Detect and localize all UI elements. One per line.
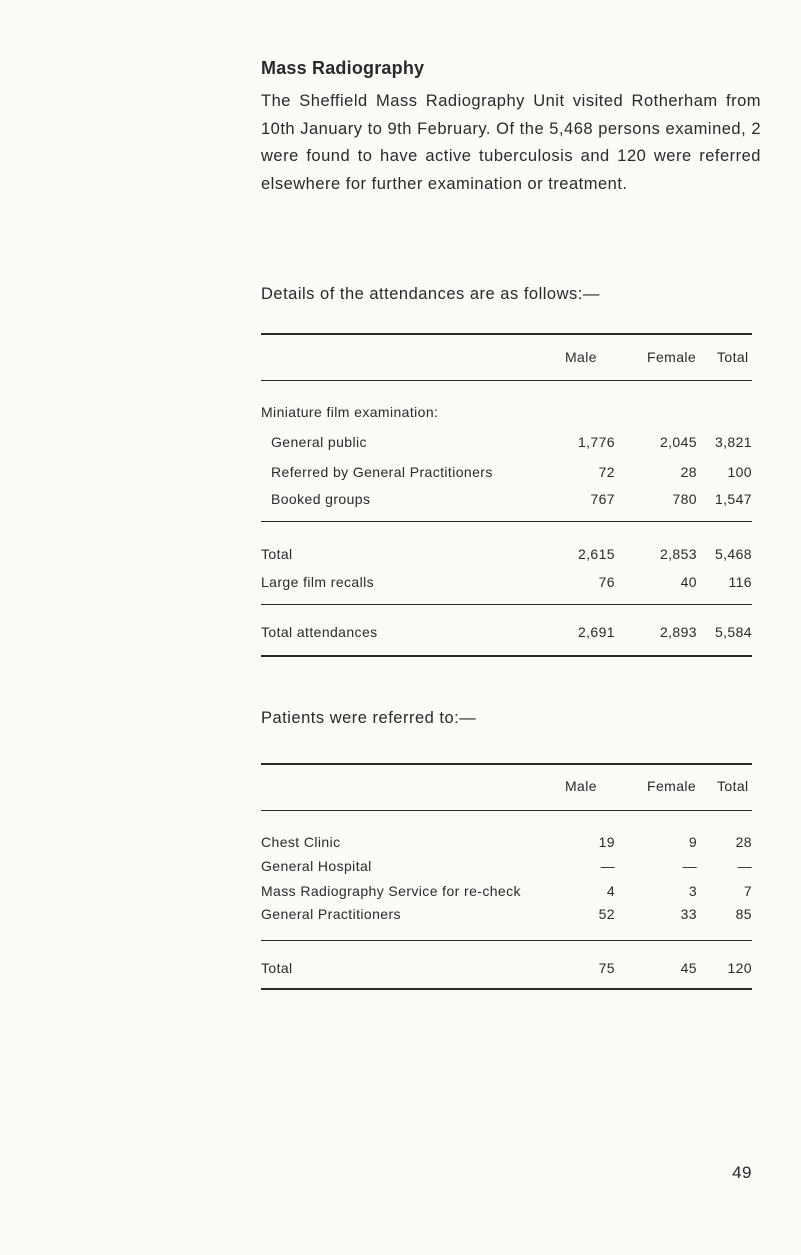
total-value: 5,584: [714, 624, 752, 640]
table-rule: [261, 940, 752, 941]
total-value: —: [737, 858, 752, 874]
total-value: 1,547: [714, 491, 752, 507]
female-value: 40: [680, 574, 697, 590]
male-value: 2,691: [577, 624, 615, 640]
row-label: Mass Radiography Service for re-check: [261, 883, 521, 899]
total-value: 116: [728, 574, 752, 590]
female-value: 9: [688, 834, 697, 850]
female-value: 3: [688, 883, 697, 899]
attendances-intro: Details of the attendances are as follows:—: [261, 285, 600, 303]
table-rule: [261, 333, 752, 335]
total-value: 7: [743, 883, 752, 899]
male-value: 1,776: [577, 434, 615, 450]
total-value: 100: [727, 464, 752, 480]
male-value: 4: [606, 883, 615, 899]
female-value: —: [682, 858, 697, 874]
male-value: 52: [598, 906, 615, 922]
row-label: Total: [261, 546, 293, 562]
table-rule: [261, 655, 752, 657]
male-value: 19: [598, 834, 615, 850]
row-label: General Practitioners: [261, 906, 401, 922]
female-value: 2,893: [659, 624, 697, 640]
table-rule: [261, 988, 752, 990]
male-value: 76: [598, 574, 615, 590]
female-value: 28: [680, 464, 697, 480]
row-label: General public: [271, 434, 367, 450]
female-value: 780: [672, 491, 697, 507]
header-male: Male: [565, 778, 597, 794]
header-female: Female: [647, 349, 697, 365]
total-value: 85: [735, 906, 752, 922]
table-rule: [261, 810, 752, 811]
row-label: Booked groups: [271, 491, 371, 507]
male-value: —: [600, 858, 615, 874]
total-value: 120: [727, 960, 752, 976]
table-rule: [261, 380, 752, 381]
male-value: 767: [590, 491, 615, 507]
table-subheading: Miniature film examination:: [261, 404, 439, 420]
male-value: 72: [598, 464, 615, 480]
header-male: Male: [565, 349, 597, 365]
row-label: Chest Clinic: [261, 834, 341, 850]
female-value: 2,045: [659, 434, 697, 450]
table-rule: [261, 521, 752, 522]
header-female: Female: [647, 778, 697, 794]
section-title: Mass Radiography: [261, 58, 425, 78]
referrals-intro: Patients were referred to:—: [261, 709, 477, 727]
male-value: 75: [598, 960, 615, 976]
header-total: Total: [717, 349, 749, 365]
row-label: Total: [261, 960, 293, 976]
row-label: Large film recalls: [261, 574, 375, 590]
table-rule: [261, 604, 752, 605]
female-value: 33: [680, 906, 697, 922]
total-value: 3,821: [714, 434, 752, 450]
table-rule: [261, 763, 752, 765]
female-value: 2,853: [659, 546, 697, 562]
row-label: General Hospital: [261, 858, 372, 874]
row-label: Total attendances: [261, 624, 378, 640]
total-value: 28: [735, 834, 752, 850]
body-paragraph: The Sheffield Mass Radiography Unit visited Rotherham from 10th January to 9th February. Of the 5,468 persons examined, 2 were found to have active tuberculosis and 120 were referred elsewhere for further examination or treatment.: [261, 92, 761, 193]
page-number: 49: [732, 1163, 752, 1182]
male-value: 2,615: [577, 546, 615, 562]
header-total: Total: [717, 778, 749, 794]
row-label: Referred by General Practitioners: [271, 464, 493, 480]
female-value: 45: [680, 960, 697, 976]
total-value: 5,468: [714, 546, 752, 562]
